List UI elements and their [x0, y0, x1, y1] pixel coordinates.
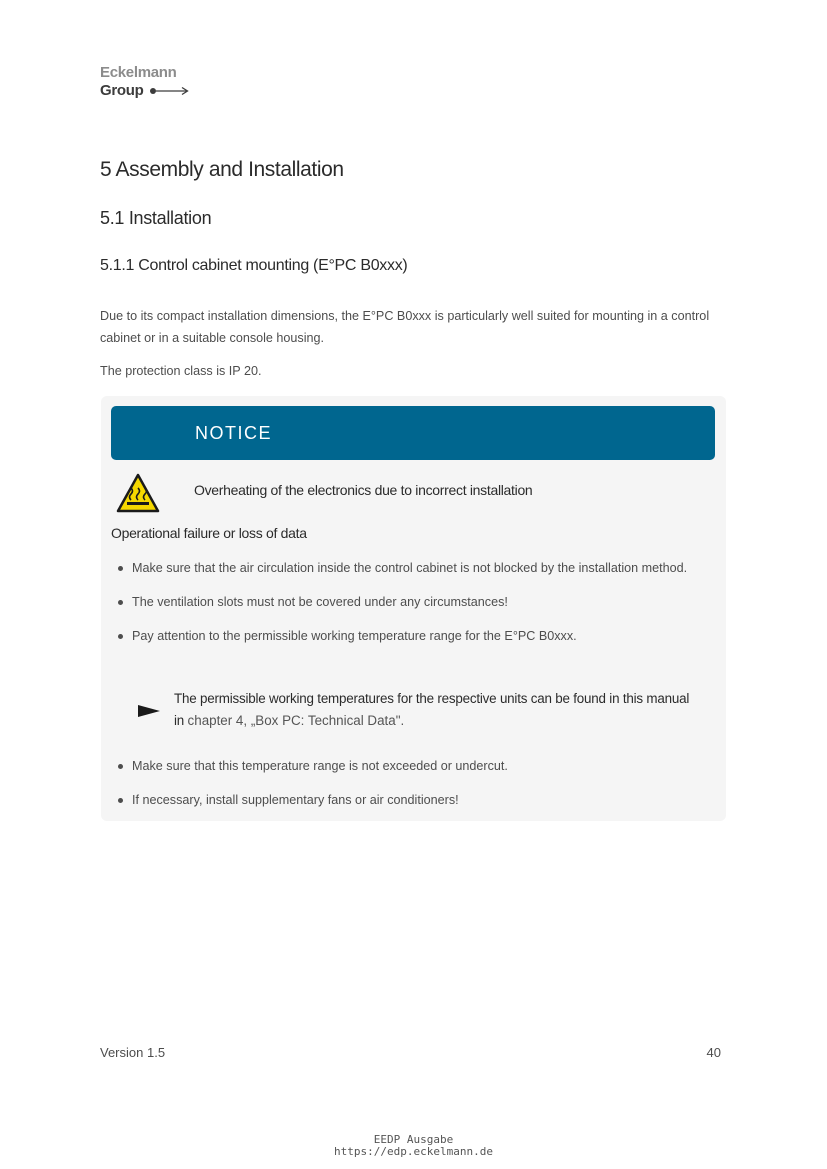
logo-text-eckelmann: Eckelmann: [100, 64, 177, 81]
eckelmann-logo: [100, 64, 220, 100]
edp-stamp: [0, 1134, 827, 1158]
intro-paragraph: Due to its compact installation dimensions, the E°PC B0xxx is particularly well suited for mounting in a control cabinet or in a suitable console housing.: [100, 309, 710, 345]
bullet-icon: [118, 566, 123, 571]
logo-arrow-icon: [149, 86, 191, 96]
bullet-icon: [118, 600, 123, 605]
hazard-description: Overheating of the electronics due to incorrect installation: [194, 482, 533, 498]
protection-class-paragraph: The protection class is IP 20.: [100, 364, 262, 378]
bullet-icon: [118, 798, 123, 803]
list-item: [101, 557, 726, 579]
subsection-title: 5.1.1 Control cabinet mounting (E°PC B0xxx): [100, 257, 408, 274]
footer-version: Version 1.5: [100, 1045, 166, 1060]
list-item-text: Make sure that the air circulation inside the control cabinet is not blocked by the installation method.: [132, 561, 688, 575]
list-item-text: The ventilation slots must not be covered under any circumstances!: [132, 595, 508, 609]
list-item: [101, 789, 726, 811]
chapter-title: 5 Assembly and Installation: [100, 158, 344, 181]
measures-list-before: [101, 557, 726, 659]
list-item-text: Make sure that this temperature range is not exceeded or undercut.: [132, 759, 508, 773]
bullet-icon: [118, 764, 123, 769]
hot-surface-warning-icon: [116, 473, 160, 513]
list-item-text: Pay attention to the permissible working temperature range for the E°PC B0xxx.: [132, 629, 577, 643]
consequence-text: Operational failure or loss of data: [111, 525, 307, 541]
list-item: [101, 625, 726, 647]
list-item: [101, 755, 726, 777]
chapter-reference-link[interactable]: chapter 4, „Box PC: Technical Data".: [187, 713, 405, 728]
list-item-text: If necessary, install supplementary fans or air conditioners!: [132, 793, 459, 807]
hint-body: The permissible working temperatures for the respective units can be found in this manual in: [174, 691, 690, 728]
list-item: [101, 591, 726, 613]
logo-text-group: Group: [100, 82, 144, 99]
page-number: 40: [706, 1045, 721, 1060]
hint-text: [174, 688, 694, 732]
notice-header: [111, 406, 715, 460]
notice-box: [101, 396, 726, 821]
stamp-line-1: EEDP Ausgabe: [373, 1133, 454, 1146]
arrow-hint-icon: [137, 704, 161, 718]
bullet-icon: [118, 634, 123, 639]
notice-title: NOTICE: [195, 423, 273, 443]
section-title: 5.1 Installation: [100, 208, 212, 228]
measures-list-after: [101, 755, 726, 823]
logo-text-group-row: [100, 82, 220, 100]
stamp-line-2: https://edp.eckelmann.de: [334, 1145, 493, 1158]
